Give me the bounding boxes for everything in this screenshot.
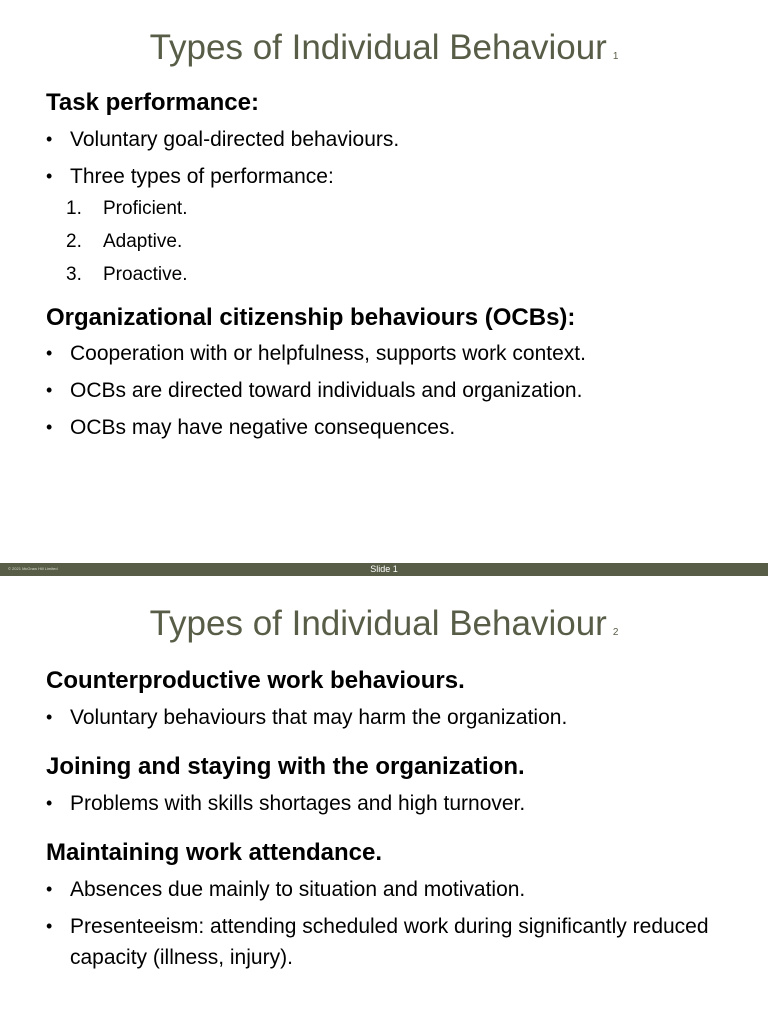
bullet-text: Cooperation with or helpfulness, supports work context.: [70, 342, 586, 365]
bullet-text: Presenteeism: attending scheduled work during significantly reduced capacity (illness, injury).: [70, 915, 709, 969]
item-text: Adaptive.: [103, 231, 183, 252]
footer-slide-label: Slide 1: [370, 564, 398, 574]
bullet-item: [46, 338, 726, 369]
section-heading: Organizational citizenship behaviours (OCBs):: [46, 304, 576, 331]
slide-content: [46, 88, 726, 443]
bullet-item: [46, 412, 726, 443]
bullet-dot-icon: •: [46, 793, 53, 813]
bullet-item: [46, 874, 726, 905]
bullet-text: OCBs may have negative consequences.: [70, 416, 456, 439]
bullet-item: [46, 702, 726, 733]
section-heading: Task performance:: [46, 89, 259, 116]
slide-title: [0, 28, 768, 77]
item-number: 1.: [66, 198, 82, 219]
bullet-dot-icon: •: [46, 380, 53, 400]
bullet-dot-icon: •: [46, 916, 53, 936]
bullet-item: [46, 911, 710, 973]
bullet-text: Absences due mainly to situation and motivation.: [70, 878, 526, 901]
bullet-dot-icon: •: [46, 707, 53, 727]
footer-copyright: © 2021 McGraw Hill Limited: [8, 566, 58, 571]
slide-2: [0, 576, 768, 1024]
bullet-item: [46, 788, 726, 819]
bullet-text: Three types of performance:: [70, 165, 334, 188]
section-heading: Joining and staying with the organization.: [46, 753, 525, 780]
slide-title-number: 1: [612, 51, 619, 62]
slide-title-number: 2: [612, 627, 619, 638]
bullet-text: Voluntary behaviours that may harm the organization.: [70, 706, 568, 729]
bullet-item: [46, 124, 726, 155]
bullet-dot-icon: •: [46, 166, 53, 186]
slide-content: [46, 666, 726, 973]
item-text: Proactive.: [103, 264, 188, 285]
numbered-item: [46, 258, 726, 291]
slide-title: [0, 604, 768, 653]
numbered-item: [46, 225, 726, 258]
bullet-dot-icon: •: [46, 343, 53, 363]
item-number: 3.: [66, 264, 82, 285]
bullet-text: Voluntary goal-directed behaviours.: [70, 128, 400, 151]
slide-title-text: Types of Individual Behaviour: [149, 604, 607, 643]
bullet-dot-icon: •: [46, 879, 53, 899]
slide-title-text: Types of Individual Behaviour: [149, 28, 607, 67]
slide-footer-bar: [0, 563, 768, 576]
bullet-dot-icon: •: [46, 417, 53, 437]
item-number: 2.: [66, 231, 82, 252]
bullet-text: Problems with skills shortages and high turnover.: [70, 792, 526, 815]
section-heading: Maintaining work attendance.: [46, 839, 383, 866]
bullet-item: [46, 375, 726, 406]
numbered-item: [46, 192, 726, 225]
bullet-item: [46, 161, 726, 192]
bullet-dot-icon: •: [46, 129, 53, 149]
bullet-text: OCBs are directed toward individuals and organization.: [70, 379, 583, 402]
section-heading: Counterproductive work behaviours.: [46, 667, 465, 694]
item-text: Proficient.: [103, 198, 188, 219]
